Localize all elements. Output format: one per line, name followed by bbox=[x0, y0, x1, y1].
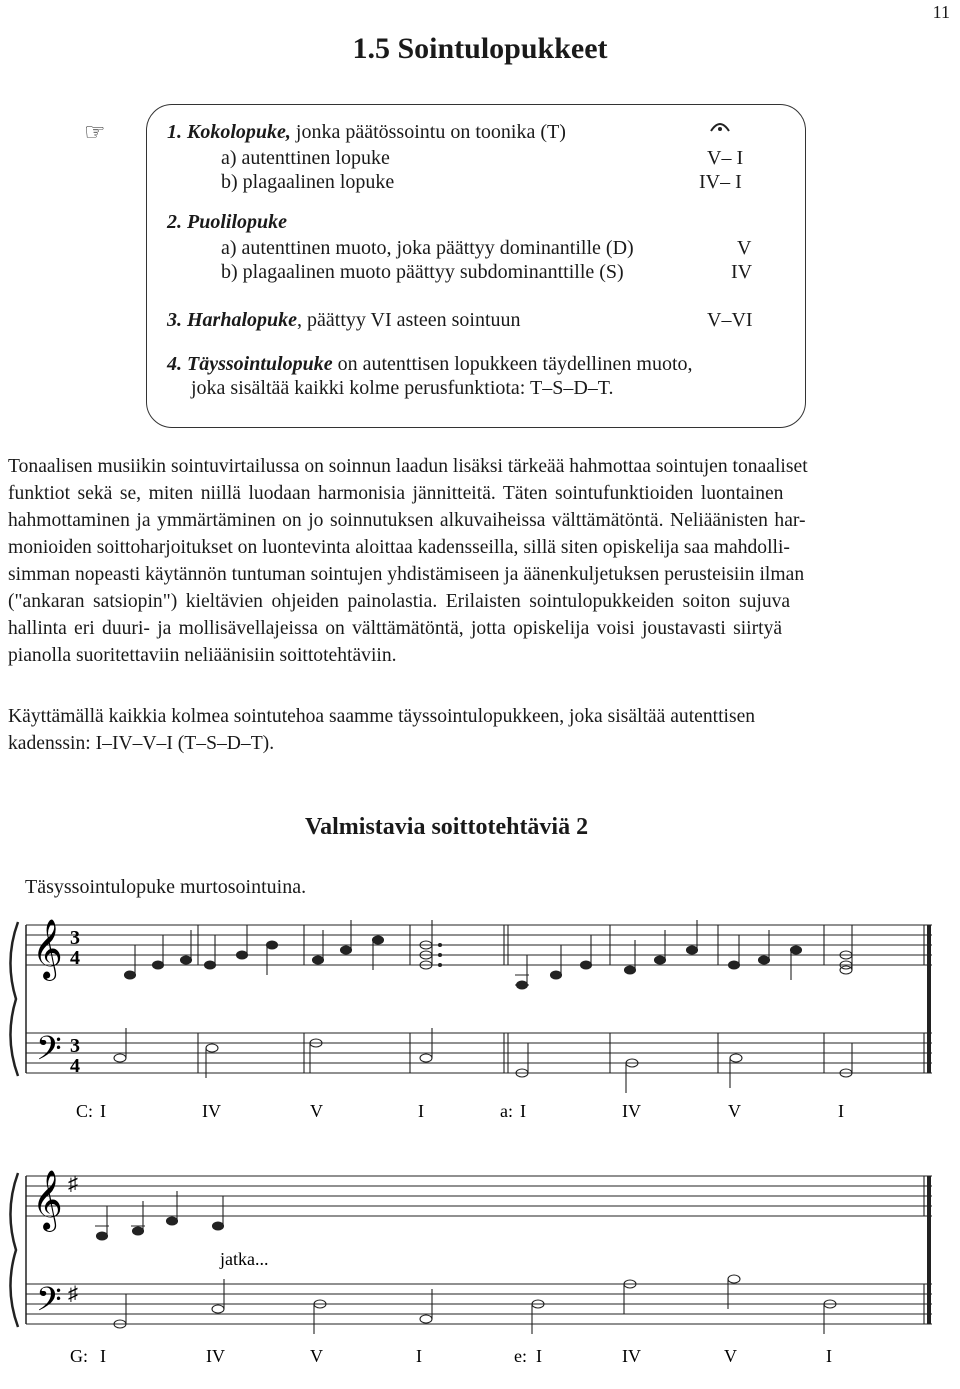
svg-text:I: I bbox=[416, 1346, 422, 1366]
exercise-title: Valmistavia soittotehtäviä 2 bbox=[305, 814, 589, 840]
svg-text:I: I bbox=[826, 1346, 832, 1366]
svg-text:I: I bbox=[520, 1101, 526, 1121]
svg-text:I: I bbox=[100, 1101, 106, 1121]
svg-text:I: I bbox=[838, 1101, 844, 1121]
time-signature-top: 3 bbox=[70, 927, 80, 949]
music-score bbox=[0, 900, 960, 1389]
svg-text:V: V bbox=[724, 1346, 737, 1366]
svg-text:I: I bbox=[536, 1346, 542, 1366]
item-2-heading: 2. Puolilopuke bbox=[167, 211, 288, 233]
key-label: G: bbox=[70, 1346, 88, 1366]
time-signature-bottom: 4 bbox=[70, 1055, 80, 1077]
svg-text:IV: IV bbox=[206, 1346, 225, 1366]
item-1a-roman: V– I bbox=[707, 147, 744, 169]
item-4: 4. Täyssointulopuke on autenttisen lopukkeen täydellinen muoto, bbox=[167, 353, 693, 375]
system-1-notes bbox=[114, 920, 852, 1093]
item-2b-roman: IV bbox=[731, 261, 753, 283]
brace-icon bbox=[10, 922, 18, 1076]
item-2a: a) autenttinen muoto, joka päättyy dominantille (D) bbox=[221, 237, 634, 259]
item-1-heading: 1. Kokolopuke, jonka päätössointu on toonika (T) bbox=[167, 121, 566, 143]
page-title: 1.5 Sointulopukkeet bbox=[352, 32, 608, 65]
key-label: a: bbox=[500, 1101, 513, 1121]
cadence-summary-box bbox=[146, 104, 806, 428]
item-3: 3. Harhalopuke, päättyy VI asteen sointuun bbox=[167, 309, 521, 331]
treble-clef-icon: 𝄞 bbox=[32, 1172, 63, 1229]
continue-label: jatka... bbox=[220, 1249, 269, 1269]
body-paragraph-1: Tonaalisen musiikin sointuvirtailussa on soinnun laadun lisäksi tärkeää hahmottaa sointujen tonaaliset funktiot sekä se, miten niillä luodaan harmonisia jännitteitä. Täten sointufunktioiden luontainen hahmottaminen ja ymmärtäminen on jo soinnutuksen alkuvaiheissa välttämätöntä. Neliäänisten har- monioiden soittoharjoitukset on luontevinta aloittaa kadensseilla, sillä siten opiskelija saa mahdolli- simman nopeasti käytännön tuntuman sointujen yhdistämiseen ja äänenkuljetuksen perusteisiin ilman ("ankaran satsiopin") kieltävien ohjeiden painolastia. Erilaisten sointulopukkeiden soiton sujuva hallinta eri duuri- ja mollisävellajeissa on välttämätöntä, jotta opiskelija voisi joustavasti siirtyä pianolla suoritettaviin neliäänisiin soittotehtäviin. bbox=[8, 456, 808, 666]
brace-icon bbox=[10, 1173, 18, 1327]
bass-clef-icon: 𝄢 bbox=[36, 1281, 62, 1326]
item-2a-roman: V bbox=[737, 237, 752, 259]
treble-clef-icon: 𝄞 bbox=[32, 921, 63, 978]
item-1b-roman: IV– I bbox=[699, 171, 742, 193]
key-label: e: bbox=[514, 1346, 527, 1366]
sharp-icon: ♯ bbox=[68, 1173, 78, 1195]
svg-text:IV: IV bbox=[622, 1346, 641, 1366]
page-number: 11 bbox=[932, 2, 950, 22]
item-3-roman: V–VI bbox=[707, 309, 753, 331]
svg-text:IV: IV bbox=[622, 1101, 641, 1121]
sharp-icon: ♯ bbox=[68, 1283, 78, 1305]
exercise-caption: Täsyssointulopuke murtosointuina. bbox=[25, 876, 307, 898]
svg-text:V: V bbox=[728, 1101, 741, 1121]
system-1-labels bbox=[76, 1101, 844, 1121]
svg-text:I: I bbox=[100, 1346, 106, 1366]
system-2-notes bbox=[95, 1191, 836, 1334]
svg-text:V: V bbox=[310, 1101, 323, 1121]
time-signature-top: 3 bbox=[70, 1035, 80, 1057]
time-signature-bottom: 4 bbox=[70, 947, 80, 969]
pointing-hand-icon: ☞ bbox=[84, 120, 106, 146]
svg-text:I: I bbox=[418, 1101, 424, 1121]
item-4-line2: joka sisältää kaikki kolme perusfunktiota: T–S–D–T. bbox=[191, 377, 614, 399]
item-1b: b) plagaalinen lopuke bbox=[221, 171, 395, 193]
bass-clef-icon: 𝄢 bbox=[36, 1030, 62, 1075]
svg-text:V: V bbox=[310, 1346, 323, 1366]
item-1a: a) autenttinen lopuke bbox=[221, 147, 390, 169]
system-2-labels bbox=[70, 1249, 832, 1366]
svg-text:IV: IV bbox=[202, 1101, 221, 1121]
system-2-staves bbox=[26, 1176, 932, 1324]
item-2b: b) plagaalinen muoto päättyy subdominanttille (S) bbox=[221, 261, 624, 283]
body-paragraph-2: Käyttämällä kaikkia kolmea sointutehoa saamme täyssointulopukkeen, joka sisältää autenttisen kadenssin: I–IV–V–I (T–S–D–T). bbox=[8, 706, 756, 754]
key-label: C: bbox=[76, 1101, 94, 1121]
fermata-icon bbox=[709, 117, 731, 133]
